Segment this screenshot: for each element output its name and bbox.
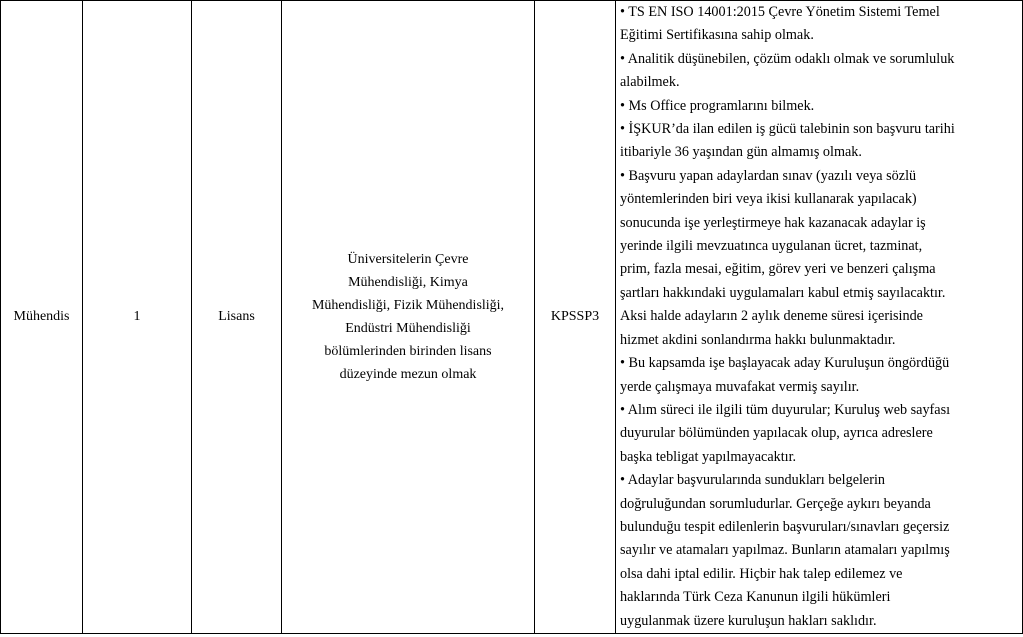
requirement-line: • Alım süreci ile ilgili tüm duyurular; Kuruluş web sayfası xyxy=(620,401,951,418)
requirement-line: Eğitimi Sertifikasına sahip olmak. xyxy=(620,27,814,44)
requirement-line: bulunduğu tespit edilenlerin başvuruları/sınavları geçersiz xyxy=(620,518,950,535)
requirement-line: • Analitik düşünebilen, çözüm odaklı olmak ve sorumluluk xyxy=(620,50,955,67)
department-line: Mühendisliği, Fizik Mühendisliği, xyxy=(311,297,505,313)
exam-type-cell xyxy=(535,1,616,634)
department-line: Endüstri Mühendisliği xyxy=(345,320,471,336)
requirement-line: hizmet akdini sonlandırma hakkı bulunmaktadır. xyxy=(620,331,896,348)
requirement-line: • İŞKUR’da ilan edilen iş gücü talebinin son başvuru tarihi xyxy=(620,121,955,138)
requirement-line: • Bu kapsamda işe başlayacak aday Kuruluşun öngördüğü xyxy=(620,355,950,372)
department-line: Üniversitelerin Çevre xyxy=(347,251,469,267)
requirement-line: alabilmek. xyxy=(620,74,680,91)
requirement-line: yöntemlerinden biri veya ikisi kullanarak yapılacak) xyxy=(620,191,917,208)
requirement-line: • Başvuru yapan adaylardan sınav (yazılı veya sözlü xyxy=(620,167,917,184)
department-requirement-cell xyxy=(282,1,535,634)
requirement-line: itibariyle 36 yaşından gün almamış olmak. xyxy=(620,144,862,161)
position-count: 1 xyxy=(133,308,141,324)
education-level-cell xyxy=(192,1,282,634)
requirement-line: prim, fazla mesai, eğitim, görev yeri ve benzeri çalışma xyxy=(620,261,936,278)
requirement-line: Aksi halde adayların 2 aylık deneme süresi içerisinde xyxy=(620,308,923,325)
requirement-line: uygulanmak üzere kuruluşun hakları saklıdır. xyxy=(620,612,877,629)
requirement-line: • Ms Office programlarını bilmek. xyxy=(620,97,815,114)
requirement-line: doğruluğundan sorumludurlar. Gerçeğe aykırı beyanda xyxy=(620,495,931,512)
exam-type: KPSSP3 xyxy=(550,308,600,324)
requirement-line: sayılır ve atamaları yapılmaz. Bunların atamaları yapılmış xyxy=(620,542,950,559)
position-title-cell xyxy=(1,1,83,634)
requirement-line: haklarında Türk Ceza Kanunun ilgili hükümleri xyxy=(620,589,891,606)
table-row xyxy=(1,1,1023,634)
department-line: bölümlerinden birinden lisans xyxy=(324,343,492,359)
department-line: Mühendisliği, Kimya xyxy=(348,274,468,290)
education-level: Lisans xyxy=(218,308,255,324)
position-title: Mühendis xyxy=(13,308,70,324)
other-requirements-cell xyxy=(616,1,1023,634)
requirement-line: başka tebligat yapılmayacaktır. xyxy=(620,448,797,465)
requirement-line: yerinde ilgili mevzuatınca uygulanan ücret, tazminat, xyxy=(620,238,923,255)
requirement-line: şartları hakkındaki uygulamaları kabul etmiş sayılacaktır. xyxy=(620,284,946,301)
requirement-line: • Adaylar başvurularında sundukları belgelerin xyxy=(620,472,885,489)
requirement-line: yerde çalışmaya muvafakat vermiş sayılır. xyxy=(620,378,860,395)
position-count-cell xyxy=(83,1,192,634)
department-line: düzeyinde mezun olmak xyxy=(339,366,477,382)
requirement-line: sonucunda işe yerleştirmeye hak kazanacak adaylar iş xyxy=(620,214,926,231)
requirement-line: olsa dahi iptal edilir. Hiçbir hak talep edilemez ve xyxy=(620,565,903,582)
requirement-line: duyurular bölümünden yapılacak olup, ayrıca adreslere xyxy=(620,425,933,442)
requirement-line: • TS EN ISO 14001:2015 Çevre Yönetim Sistemi Temel xyxy=(620,4,940,20)
